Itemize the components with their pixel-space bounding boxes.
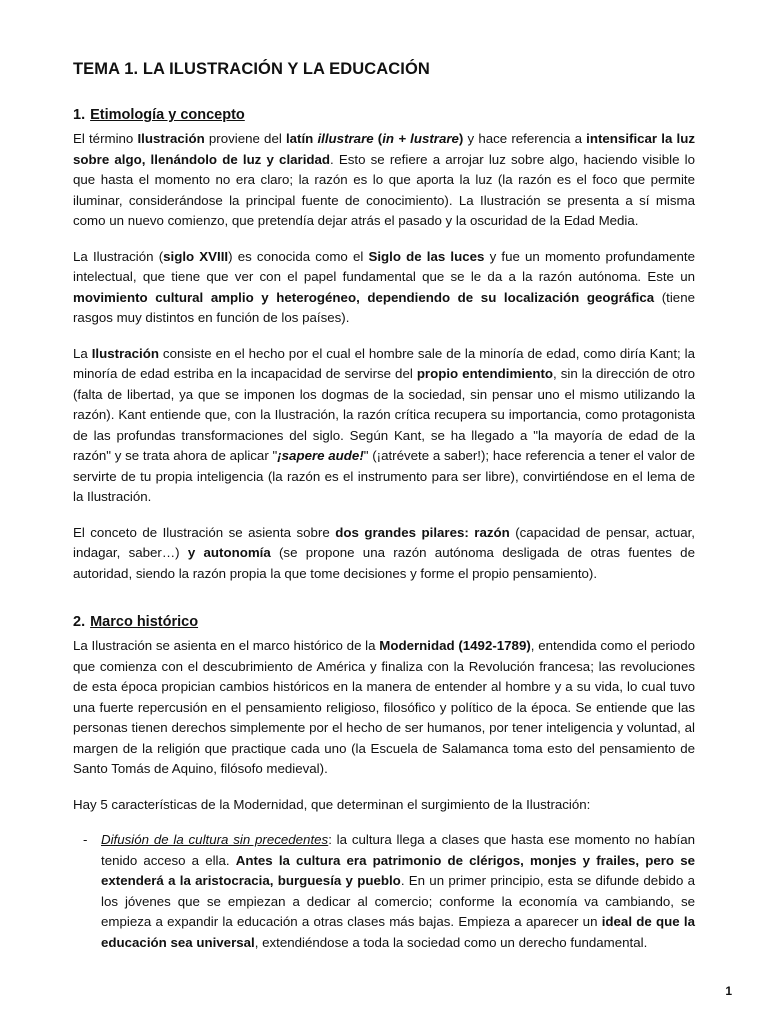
page-number: 1: [725, 984, 732, 998]
bold-italic-run: illustrare: [317, 131, 374, 146]
text-run: La Ilustración se asienta en el marco histórico de la: [73, 638, 380, 653]
section-1-number: 1.: [73, 107, 86, 123]
section-1-label: Etimología y concepto: [90, 107, 245, 123]
section-1-heading: [73, 107, 695, 123]
bold-run: Modernidad (1492-1789): [379, 638, 531, 653]
bold-run: Ilustración: [91, 345, 159, 361]
section-2-paragraph-2: Hay 5 características de la Modernidad, que determinan el surgimiento de la Ilustración:: [73, 796, 591, 812]
bold-italic-run: in + lustrare: [382, 131, 459, 146]
text-run: . Esto se refiere a arrojar luz sobre algo, haciendo visible lo que hasta el momento no era claro; la razón es lo que aporta la luz (la razón es el foco que permite iluminar, considerándose la principal fuente de conocimiento). La Ilustración se presenta a sí misma como un nuevo comienzo, que pretendía dejar atrás el pasado y la oscuridad de la Edad Media.: [73, 151, 695, 228]
bold-run: siglo XVIII: [163, 248, 229, 264]
text-run: proviene del: [204, 131, 286, 146]
list-dash: -: [83, 832, 88, 847]
list-item: [73, 830, 695, 953]
bold-run: ): [458, 131, 464, 146]
section-1-paragraph-2: [73, 247, 695, 329]
section-1-paragraph-3: [73, 344, 695, 508]
bold-run: Ilustración: [137, 131, 205, 146]
characteristics-list: [73, 830, 695, 953]
text-run: ) es conocida como el: [228, 248, 369, 264]
section-1-paragraph-4: [73, 523, 695, 585]
section-2-heading: [73, 614, 695, 630]
text-run: " (¡atrévete a saber!); hace referencia a tener el valor de servirte de tu propia inteligencia (la razón es el instrumento para ser libre), convirtiéndose en el lema de la Ilustración.: [73, 448, 695, 504]
text-run: : la cultura llega a clases que hasta ese momento no habían tenido acceso a ella.: [101, 832, 696, 868]
document-title: TEMA 1. LA ILUSTRACIÓN Y LA EDUCACIÓN: [73, 60, 430, 78]
text-run: consiste en el hecho por el cual el hombre sale de la minoría de edad, como diría Kant; la minoría de edad estriba en la incapacidad de servirse del: [73, 345, 695, 381]
text-run: El conceto de Ilustración se asienta sobre: [73, 524, 336, 540]
bold-run: propio entendimiento: [416, 366, 554, 381]
text-run: , sin la dirección de otro (falta de libertad, ya que se imponen los dogmas de la sociedad, sin pensar uno el mismo utilizando la razón). Kant entiende que, con la Ilustración, la razón crítica recupera su importancia, como protagonista de las profundas transformaciones del siglo. Según Kant, se ha llegado a "la mayoría de edad de la razón" y se trata ahora de aplicar ": [73, 366, 695, 463]
bold-run: latín: [285, 131, 318, 146]
bold-run: intensificar la luz sobre algo, llenándolo de luz y claridad: [73, 131, 695, 167]
bold-run: (: [373, 131, 383, 146]
section-1-paragraph-1: [73, 129, 695, 232]
section-2-paragraph-1: [73, 636, 695, 780]
document-page: [73, 60, 695, 953]
text-run: , entendida como el periodo que comienza con el descubrimiento de América y finaliza con la Revolución francesa; las revoluciones de esta época propician cambios históricos en la manera de entender al hombre y a su vida, lo cual tuvo una fuerte repercusión en el pensamiento religioso, filosófico y político de la época. Se entiende que las personas tienen derechos simplemente por el hecho de ser humanos, por tener inteligencia y voluntad, al margen de la religión que practique cada uno (la Escuela de Salamanca toma esto del pensamiento de Santo Tomás de Aquino, filósofo medieval).: [73, 638, 695, 776]
text-run: (tiene rasgos muy distintos en función de los países).: [73, 289, 695, 325]
text-run: y hace referencia a: [463, 131, 587, 146]
text-run: (capacidad de pensar, actuar, indagar, saber…): [73, 524, 695, 560]
bold-run: Antes la cultura era patrimonio de clérigos, monjes y frailes, pero se extenderá a la aristocracia, burguesía y pueblo: [101, 852, 695, 888]
text-run: La Ilustración (: [73, 248, 164, 264]
text-run: La: [73, 345, 92, 361]
bold-run: dos grandes pilares: razón: [335, 524, 510, 540]
list-item-title: Difusión de la cultura sin precedentes: [101, 832, 329, 847]
text-run: (se propone una razón autónoma desligada de otras fuentes de autoridad, siendo la razón propia la que tome decisiones y forme el propio pensamiento).: [73, 545, 695, 581]
bold-run: ideal de que la educación sea universal: [101, 914, 696, 950]
section-2-label: Marco histórico: [90, 614, 199, 630]
text-run: . En un primer principio, esta se difunde debido a los jóvenes que se empiezan a dedicar al comercio; conforme la economía va cambiando, se empieza a expandir la educación a otras clases más bajas. Empieza a aparecer un: [101, 873, 696, 929]
section-2-number: 2.: [73, 614, 86, 630]
bold-italic-run: ¡sapere aude!: [277, 448, 364, 463]
bold-run: Siglo de las luces: [368, 248, 485, 264]
text-run: El término: [73, 131, 138, 146]
text-run: y fue un momento profundamente intelectual, que tiene que ver con el papel fundamental que se le da a la razón autónoma. Este un: [73, 248, 695, 284]
bold-run: movimiento cultural amplio y heterogéneo, dependiendo de su localización geográfica: [73, 289, 655, 305]
text-run: , extendiéndose a toda la sociedad como un derecho fundamental.: [254, 934, 648, 950]
bold-run: y autonomía: [187, 545, 271, 560]
